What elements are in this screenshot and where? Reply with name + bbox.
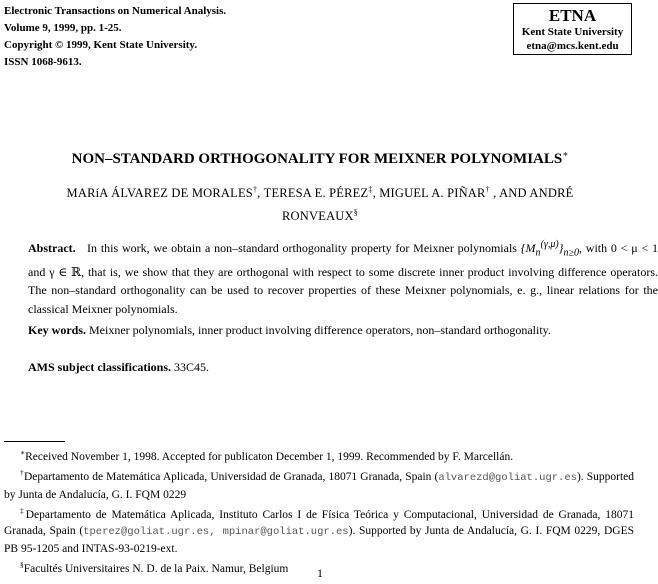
keywords (28, 323, 628, 338)
journal-copyright: Copyright © 1999, Kent State University. (4, 39, 198, 51)
footnote-1 (4, 445, 634, 465)
formula-range: n≥0 (563, 247, 579, 259)
etna-university: Kent State University (521, 26, 624, 38)
footnote-2-mark: † (20, 468, 24, 478)
meixner-formula (520, 239, 579, 259)
author-1-mark: † (252, 185, 258, 194)
footnote-3-mark: ‡ (20, 506, 26, 516)
footnote-4-text: Facultés Universitaires N. D. de la Paix. Namur, Belgium (23, 563, 289, 576)
abstract-text-2: , with 0 < μ < 1 and γ ∈ ℝ, that is, we show that they are orthogonal with respect to some discrete inner product involving difference operators. The non–standard orthogonality can be used to recover properties of these Meixner polynomials, e. g., linear relations for the classical Meixner polynomials. (28, 241, 658, 316)
keywords-label: Key words. (28, 323, 86, 337)
footnotes (4, 445, 634, 578)
paper-title (0, 149, 640, 168)
author-1: MARíA ÁLVAREZ DE MORALES (66, 186, 253, 201)
formula-sub: n (535, 247, 541, 259)
footnote-1-mark: ∗ (20, 448, 26, 457)
journal-info (4, 3, 226, 71)
ams-text: 33C45. (174, 360, 210, 374)
formula-brace: } (558, 241, 564, 255)
footnote-2 (4, 465, 634, 503)
footnote-3-email[interactable]: tperez@goliat.ugr.es, mpinar@goliat.ugr.es (83, 526, 349, 539)
footnote-2-tail: ). Supported by Junta de Andalucía, G. I. FQM 0229 (4, 471, 635, 501)
keywords-text: Meixner polynomials, inner product involving difference operators, non–standard orthogonality. (89, 323, 551, 337)
abstract (4, 236, 658, 318)
footnote-2-text: Departamento de Matemática Aplicada, Universidad de Granada, 18071 Granada, Spain ( (23, 471, 439, 484)
author-3: MIGUEL A. PIÑAR (379, 186, 486, 201)
formula-sup: (γ,μ) (540, 239, 559, 250)
author-4-mark: § (353, 208, 358, 218)
formula-base: {M (520, 241, 536, 255)
abstract-text-1: In this work, we obtain a non–standard orthogonality property for Meixner polynomials (87, 241, 517, 255)
ams-classification (28, 360, 628, 375)
journal-volume: Volume 9, 1999, pp. 1-25. (4, 22, 122, 34)
author-2-mark: ‡ (368, 185, 373, 194)
footnote-3-tail: ). Supported by Junta de Andalucía, G. I. FQM 0229, DGES PB 95-1205 and INTAS-93-0219-ext. (4, 525, 634, 555)
etna-email: etna@mcs.kent.edu (526, 40, 619, 52)
author-list: MARíA ÁLVAREZ DE MORALES†, TERESA E. PÉREZ‡, MIGUEL A. PIÑAR† , AND ANDRÉ RONVEAUX§ (66, 185, 574, 224)
footnote-3-text: Departamento de Matemática Aplicada, Instituto Carlos I de Física Teórica y Computacional, Universidad de Granada, 18071 Granada, Spain ( (4, 508, 634, 538)
title-text: NON–STANDARD ORTHOGONALITY FOR MEIXNER POLYNOMIALS (71, 151, 563, 167)
ams-label: AMS subject classifications. (28, 360, 171, 374)
journal-name: Electronic Transactions on Numerical Analysis. (4, 5, 227, 17)
abstract-label: Abstract. (28, 241, 76, 255)
title-footnote-mark: ∗ (562, 149, 569, 159)
footnote-1-text: Received November 1, 1998. Accepted for publicaton December 1, 1999. Recommended by F. Marcellán. (25, 450, 514, 463)
author-2: TERESA E. PÉREZ (263, 186, 369, 201)
etna-name: ETNA (548, 6, 597, 25)
footnote-4-mark: § (20, 560, 24, 570)
author-3-mark: † (485, 185, 490, 194)
author-4: AND ANDRÉ RONVEAUX (282, 186, 574, 224)
footnote-2-email[interactable]: alvarezd@goliat.ugr.es (438, 472, 577, 485)
page-number: 1 (317, 566, 323, 580)
journal-issn: ISSN 1068-9613. (4, 56, 82, 68)
footnote-rule (4, 441, 65, 442)
footnote-3 (4, 503, 634, 557)
etna-logo-box (513, 3, 632, 55)
